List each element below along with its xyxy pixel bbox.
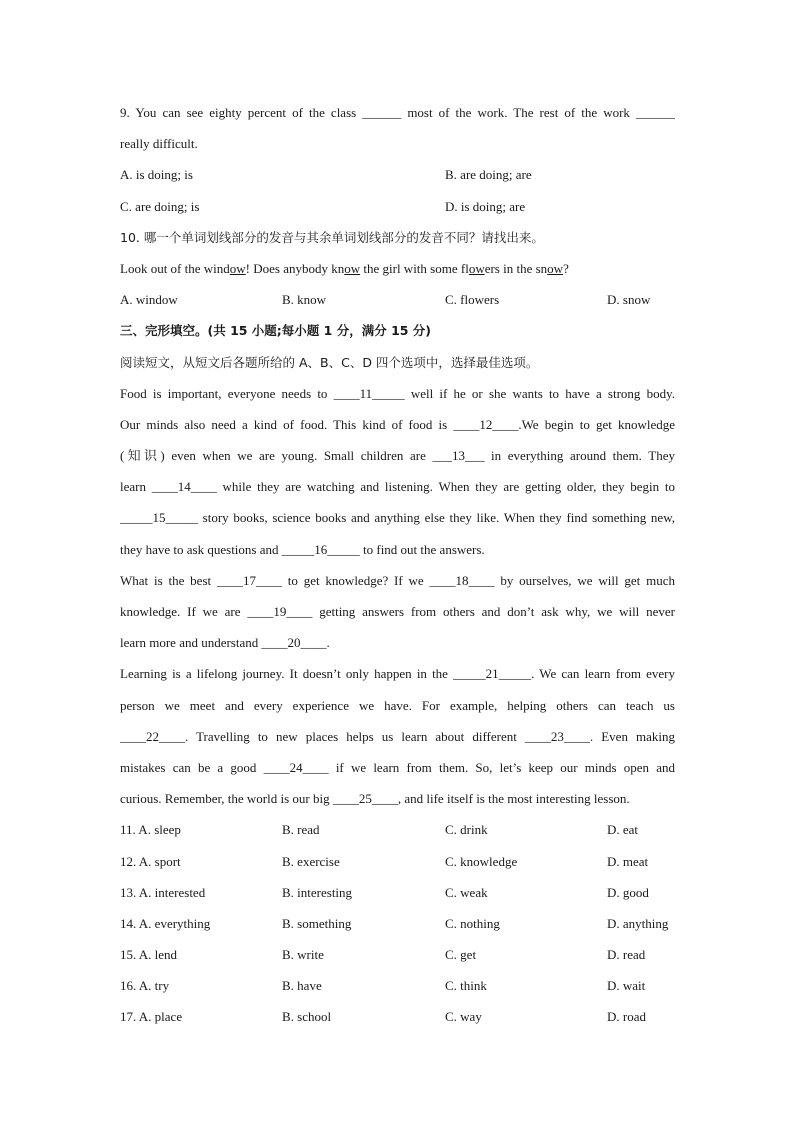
option-d: D. is doing; are [445,198,526,214]
sentence-part: Look out of the wind [120,260,230,276]
passage-text: while they are watching and listening. When they are getting older, they begin to [216,479,675,495]
blank-20: ____20____ [261,635,327,651]
passage-text: .We begin to get knowledge [518,416,675,432]
options-row-16 [120,970,675,1001]
cloze-passage [120,378,675,815]
option-d: D. good [607,884,649,900]
option-a: 14. A. everything [120,915,211,931]
passage-line [120,409,675,440]
option-d: D. road [607,1009,646,1025]
passage-text: Our minds also need a kind of food. This kind of food is [120,416,454,432]
option-d: D. eat [607,822,639,838]
passage-line [120,627,675,658]
question-9-options-row-2 [120,191,675,222]
blank-16: _____16_____ [281,541,360,557]
option-b: B. interesting [282,884,353,900]
passage-line [120,502,675,533]
option-a: 16. A. try [120,978,170,994]
passage-line [120,721,675,752]
option-a: 15. A. lend [120,947,178,963]
option-d: D. read [607,947,646,963]
blank-22: ____22____ [120,728,185,744]
option-b: B. write [282,947,324,963]
underlined-letters: ow [344,260,361,276]
passage-text: curious. Remember, the world is our big [120,791,333,807]
section-3-instruction: 阅读短文，从短文后各题所给的 A、B、C、D 四个选项中，选择最佳选项。 [120,354,539,370]
option-b: B. know [282,292,327,308]
underlined-letters: ow [229,260,246,276]
option-d: D. meat [607,853,649,869]
option-c: C. drink [445,822,488,838]
sentence-part: ! Does anybody kn [245,260,345,276]
blank-14: ____14____ [151,479,217,495]
underlined-letters: ow [468,260,485,276]
sentence-part: ? [563,260,569,276]
option-d: D. wait [607,978,646,994]
passage-text: . Travelling to new places helps us learn about different [185,728,525,744]
section-3-heading: 三、完形填空。(共 15 小题;每小题 1 分，满分 15 分) [120,323,432,339]
option-a: 13. A. interested [120,884,206,900]
options-row-15 [120,939,675,970]
passage-line [120,783,675,814]
question-9-options-row-1 [120,159,675,190]
options-row-12 [120,846,675,877]
option-b: B. exercise [282,853,340,869]
option-c: C. nothing [445,915,500,931]
blank-11: ____11_____ [333,385,405,401]
option-a: 17. A. place [120,1009,183,1025]
options-row-17 [120,1001,675,1032]
options-row-14 [120,908,675,939]
option-c: C. flowers [445,292,500,308]
option-b: B. school [282,1009,332,1025]
passage-line [120,565,675,596]
blank-13: ___13___ [432,448,485,464]
passage-text: if we learn from them. So, let’s keep our minds open and [328,759,675,775]
passage-line [120,471,675,502]
cloze-options [120,814,675,1032]
option-b: B. have [282,978,322,994]
option-c: C. think [445,978,487,994]
passage-line [120,440,675,471]
passage-line [120,690,675,721]
options-row-13 [120,877,675,908]
blank-21: _____21_____ [453,666,532,682]
option-c: C. are doing; is [120,198,200,214]
option-a: A. is doing; is [120,167,193,183]
passage-line [120,658,675,689]
blank-24: ____24____ [263,759,329,775]
passage-text: person we meet and every experience we have. For example, helping others can teach us [120,697,675,713]
option-b: B. read [282,822,320,838]
passage-text: Food is important, everyone needs to [120,385,334,401]
blank-18: ____18____ [429,572,495,588]
option-b: B. something [282,915,352,931]
passage-line [120,752,675,783]
passage-text: . [326,635,330,651]
passage-text: learn [120,479,152,495]
options-row-11 [120,814,675,845]
exam-content [120,97,675,1033]
passage-text: in everything around them. They [484,448,675,464]
option-d: D. anything [607,915,669,931]
passage-line [120,534,675,565]
passage-text: mistakes can be a good [120,759,264,775]
passage-text: knowledge. If we are [120,604,248,619]
blank-19: ____19____ [247,604,313,619]
passage-text: getting answers from others and don’t ask why, we will never [312,604,675,619]
option-a: 11. A. sleep [120,822,181,838]
option-c: C. knowledge [445,853,518,869]
option-a: 12. A. sport [120,853,181,869]
blank-12: ____12____ [453,416,519,432]
passage-text: to get knowledge? If we [281,572,430,588]
option-c: C. way [445,1009,482,1025]
sentence-part: the girl with some fl [360,260,469,276]
passage-text: well if he or she wants to have a strong body. [404,385,675,401]
blank-23: ____23____ [524,728,590,744]
question-9-text: 9. You can see eighty percent of the class ______ most of the work. The rest of the work ______ [120,105,675,120]
blank-15: _____15_____ [120,510,198,526]
option-c: C. weak [445,884,488,900]
passage-text: . We can learn from every [531,666,675,682]
sentence-part: ers in the sn [484,260,548,276]
passage-text: story books, science books and anything else they like. When they find something new, [198,510,675,526]
blank-17: ____17____ [216,572,282,588]
passage-text: by ourselves, we will get much [494,572,675,588]
question-10-sentence [120,253,675,284]
passage-text: learn more and understand [120,635,262,651]
question-9-text-cont: really difficult. [120,136,198,152]
option-c: C. get [445,947,477,963]
question-10-prompt: 10. 哪一个单词划线部分的发音与其余单词划线部分的发音不同？请找出来。 [120,229,544,245]
option-b: B. are doing; are [445,167,532,183]
option-d: D. snow [607,292,651,308]
passage-text: , and life itself is the most interesting lesson. [397,791,630,807]
passage-text: to find out the answers. [359,541,485,557]
underlined-letters: ow [547,260,564,276]
passage-line [120,378,675,409]
passage-text: . Even making [589,728,675,744]
blank-25: ____25____ [332,791,398,807]
passage-line [120,596,675,627]
question-10-options [120,284,675,315]
passage-text: What is the best [120,572,217,588]
passage-text: they have to ask questions and [120,541,282,557]
passage-text: (知识) even when we are young. Small children are [120,448,433,464]
option-a: A. window [120,292,178,308]
passage-text: Learning is a lifelong journey. It doesn’t only happen in the [120,666,454,682]
